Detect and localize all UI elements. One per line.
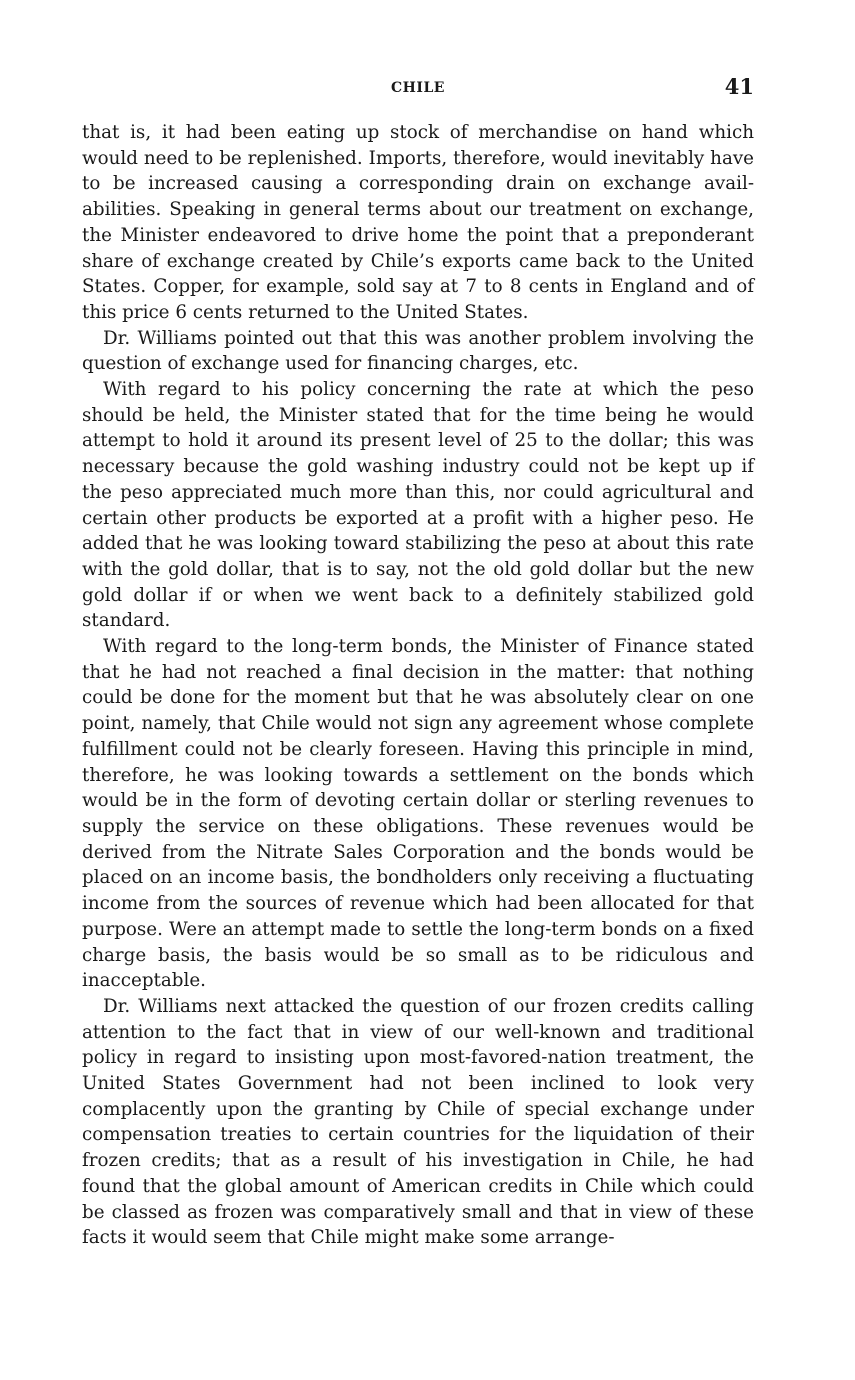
paragraph-long-term-bonds: With regard to the long-term bonds, the Minister of Finance stated that he had not reached a final decision in the matter: that nothing could be done for the moment but that he was absolutely clear on one point, namely, that Chile would not sign any agreement whose complete fulfillment could not be clearly foreseen. Having this principle in mind, therefore, he was looking towards a settlement on the bonds which would be in the form of devoting certain dollar or sterling revenues to supply the service on these obligations. These revenues would be derived from the Nitrate Sales Corporation and the bonds would be placed on an income basis, the bondholders only receiving a fluctuating income from the sources of revenue which had been allocated for that purpose. Were an attempt made to settle the long-term bonds on a fixed charge basis, the basis would be so small as to be ridiculous and inacceptable. (82, 636, 754, 992)
paragraph-continuation: that is, it had been eating up stock of merchandise on hand which would need to be replenished. Imports, therefore, would inevitably have to be increased causing a corresponding drain on exchange availabilities. Speaking in general terms about our treatment on exchange, the Minister endeavored to drive home the point that a preponderant share of exchange created by Chile’s exports came back to the United States. Copper, for example, sold say at 7 to 8 cents in England and of this price 6 cents returned to the United States. (82, 122, 754, 323)
paragraph-peso-policy: With regard to his policy concerning the rate at which the peso should be held, the Minister stated that for the time being he would attempt to hold it around its present level of 25 to the dollar; this was necessary because the gold washing industry could not be kept up if the peso appreciated much more than this, nor could agricultural and certain other products be exported at a profit with a higher peso. He added that he was looking toward stabilizing the peso at about this rate with the gold dollar, that is to say, not the old gold dollar but the new gold dollar if or when we went back to a definitely stabilized gold standard. (82, 379, 754, 632)
paragraph-frozen-credits: Dr. Williams next attacked the question of our frozen credits calling attention to the fact that in view of our well-known and traditional policy in regard to insisting upon most-favored-nation treatment, the United States Government had not been inclined to look very complacently upon the granting by Chile of special exchange under compensation treaties to certain countries for the liquidation of their frozen credits; that as a result of his investigation in Chile, he had found that the global amount of American credits in Chile which could be classed as frozen was comparatively small and that in view of these facts it would seem that Chile might make some arrange- (82, 995, 754, 1249)
page-number: 41 (724, 74, 754, 99)
document-page (82, 70, 754, 1251)
running-head (82, 70, 754, 106)
body-text (82, 120, 754, 1251)
running-title: CHILE (391, 80, 445, 96)
paragraph-williams-exchange: Dr. Williams pointed out that this was another problem involving the question of exchange used for financing charges, etc. (82, 327, 754, 375)
